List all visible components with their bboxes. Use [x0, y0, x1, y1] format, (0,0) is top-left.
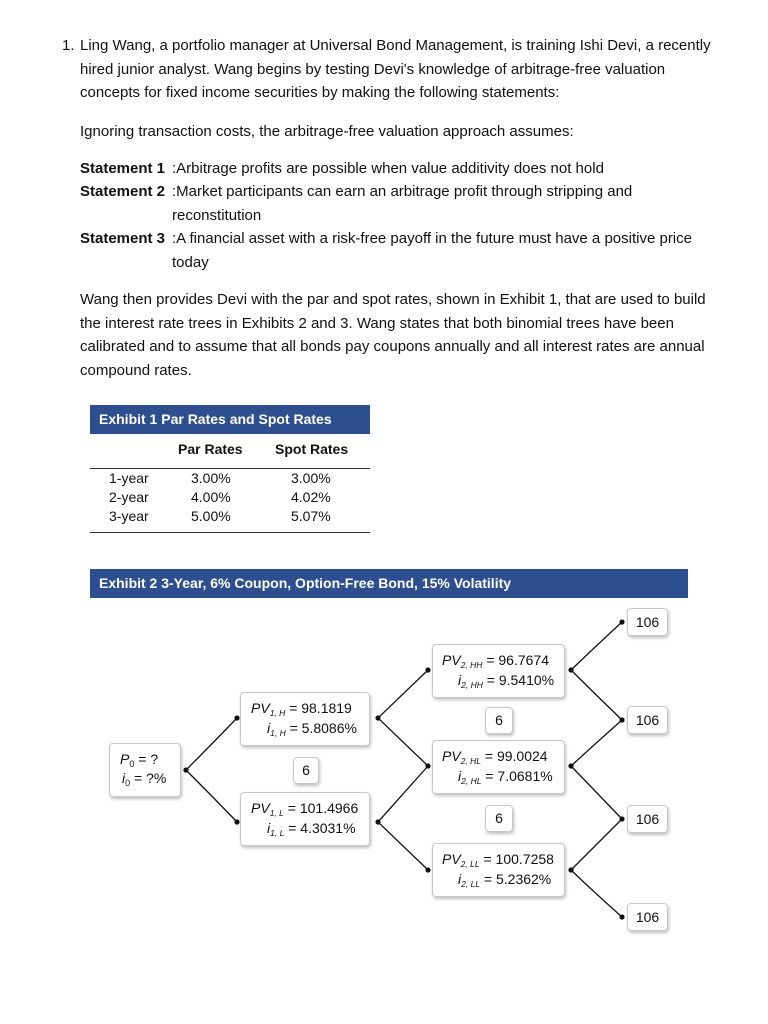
branch-line: [378, 670, 428, 718]
statement-label: Statement 2: [80, 183, 166, 200]
node-pv-line: [442, 851, 554, 867]
node-pv-line: [251, 700, 352, 716]
node-rate-line: [458, 871, 551, 887]
branch-line: [378, 718, 428, 766]
pv-subscript: 2, LL: [460, 859, 480, 869]
pv-value: = 100.7258: [483, 851, 554, 867]
rate-subscript: 1, L: [270, 828, 285, 838]
maturity-cashflow: 106: [627, 805, 668, 833]
par-cell: 5.00%: [191, 508, 231, 524]
question-intro-text: Ling Wang, a portfolio manager at Universal Bond Management, is training Ishi Devi, a recently hired junior analyst. Wang begins by testing Devi's knowledge of arbitrage-free valuation concepts for fixed income securities by making the following statements:: [80, 37, 711, 101]
rate-value: = 5.8086%: [289, 720, 357, 736]
statement-text: reconstitution: [172, 207, 262, 224]
rate-subscript: 2, HH: [461, 680, 483, 690]
node-price-line: [120, 751, 158, 767]
pv-subscript: 1, L: [269, 808, 284, 818]
tree-node-root: [109, 743, 181, 797]
node-dot: [619, 914, 624, 919]
coupon-year-2-lower: 6: [485, 805, 513, 832]
maturity-cashflow: 106: [627, 706, 668, 734]
node-pv-line: [251, 800, 358, 816]
branch-line: [378, 766, 428, 822]
statement-text: :Market participants can earn an arbitrage profit through stripping and: [172, 183, 633, 200]
term-cell: 3-year: [109, 508, 149, 524]
tree-node-2-hh: [432, 644, 565, 698]
node-dot: [234, 715, 239, 720]
spot-cell: 5.07%: [291, 508, 331, 524]
term-cell: 2-year: [109, 489, 149, 505]
maturity-cashflow: 106: [627, 608, 668, 636]
spot-cell: 3.00%: [291, 470, 331, 486]
node-dot: [619, 717, 624, 722]
rate-symbol: i: [122, 770, 126, 786]
pv-value: = 101.4966: [287, 800, 359, 816]
node-dot: [375, 819, 380, 824]
branch-line: [571, 720, 622, 766]
node-dot: [425, 667, 430, 672]
pv-subscript: 2, HL: [460, 756, 482, 766]
node-dot: [619, 816, 624, 821]
rate-subscript: 2, HL: [461, 776, 482, 786]
tree-node-1-low: [240, 792, 370, 846]
statement-label: Statement 1: [80, 160, 166, 177]
node-rate-line: [267, 720, 357, 736]
coupon-year-2-upper: 6: [485, 707, 513, 734]
question-lead: Ignoring transaction costs, the arbitrage-free valuation approach assumes:: [80, 123, 574, 140]
par-cell: 4.00%: [191, 489, 231, 505]
node-dot: [619, 619, 624, 624]
pv-value: = 98.1819: [289, 700, 352, 716]
rate-symbol: i: [267, 720, 271, 736]
column-header-par: Par Rates: [178, 441, 243, 457]
exhibit-1-title: Exhibit 1 Par Rates and Spot Rates: [90, 405, 370, 434]
rate-value: = 9.5410%: [486, 672, 555, 688]
rate-value: = ?%: [134, 770, 167, 786]
statement-text: :Arbitrage profits are possible when value additivity does not hold: [172, 160, 604, 177]
branch-line: [571, 819, 622, 870]
tree-node-2-ll: [432, 843, 565, 897]
coupon-year-1: 6: [293, 757, 319, 784]
node-rate-line: [458, 672, 554, 688]
node-rate-line: [458, 768, 553, 784]
branch-line: [571, 870, 622, 917]
node-dot: [425, 763, 430, 768]
branch-line: [571, 670, 622, 720]
rate-symbol: i: [458, 672, 462, 688]
node-dot: [568, 763, 573, 768]
node-dot: [234, 819, 239, 824]
node-dot: [568, 867, 573, 872]
node-rate-line: [267, 820, 356, 836]
branch-line: [186, 718, 237, 770]
column-header-spot: Spot Rates: [275, 441, 349, 457]
pv-symbol: PV: [442, 652, 461, 668]
spot-cell: 4.02%: [291, 489, 331, 505]
node-pv-line: [442, 652, 549, 668]
statement-text: :A financial asset with a risk-free payoff in the future must have a positive price: [172, 230, 692, 247]
term-cell: 1-year: [109, 470, 149, 486]
pv-subscript: 2, HH: [460, 660, 483, 670]
pv-value: = 99.0024: [484, 748, 548, 764]
node-dot: [568, 667, 573, 672]
exhibit-2-title: Exhibit 2 3-Year, 6% Coupon, Option-Free Bond, 15% Volatility: [90, 569, 688, 598]
pv-symbol: PV: [251, 700, 270, 716]
rate-symbol: i: [458, 768, 462, 784]
branch-line: [186, 770, 237, 822]
maturity-cashflow: 106: [627, 903, 668, 931]
question-followup: Wang then provides Devi with the par and spot rates, shown in Exhibit 1, that are used to build the interest rate trees in Exhibits 2 and 3. Wang states that both binomial trees have been calibrated and to assume that all bonds pay coupons annually and all interest rates are annual compound rates.: [80, 291, 706, 379]
node-dot: [425, 867, 430, 872]
branch-line: [571, 766, 622, 819]
statement-label: Statement 3: [80, 230, 166, 247]
branch-line: [571, 622, 622, 670]
node-dot: [183, 767, 188, 772]
pv-symbol: PV: [442, 851, 461, 867]
rate-value: = 7.0681%: [485, 768, 553, 784]
rate-subscript: 2, LL: [461, 879, 481, 889]
statement-text: today: [172, 254, 209, 271]
tree-node-1-high: [240, 692, 370, 746]
question-number: 1.: [62, 37, 75, 54]
rate-symbol: i: [267, 820, 271, 836]
pv-symbol: PV: [442, 748, 461, 764]
par-cell: 3.00%: [191, 470, 231, 486]
rate-symbol: i: [458, 871, 462, 887]
price-value: = ?: [138, 751, 159, 767]
node-rate-line: [122, 770, 166, 786]
rate-subscript: 0: [125, 778, 131, 788]
pv-subscript: 1, H: [269, 708, 286, 718]
pv-value: = 96.7674: [486, 652, 549, 668]
rate-value: = 5.2362%: [483, 871, 552, 887]
rate-subscript: 1, H: [270, 728, 286, 738]
pv-symbol: PV: [251, 800, 270, 816]
price-symbol: P: [120, 751, 130, 767]
tree-node-2-hl: [432, 740, 565, 794]
node-pv-line: [442, 748, 548, 764]
price-subscript: 0: [129, 759, 135, 769]
rate-value: = 4.3031%: [288, 820, 356, 836]
node-dot: [375, 715, 380, 720]
branch-line: [378, 822, 428, 870]
